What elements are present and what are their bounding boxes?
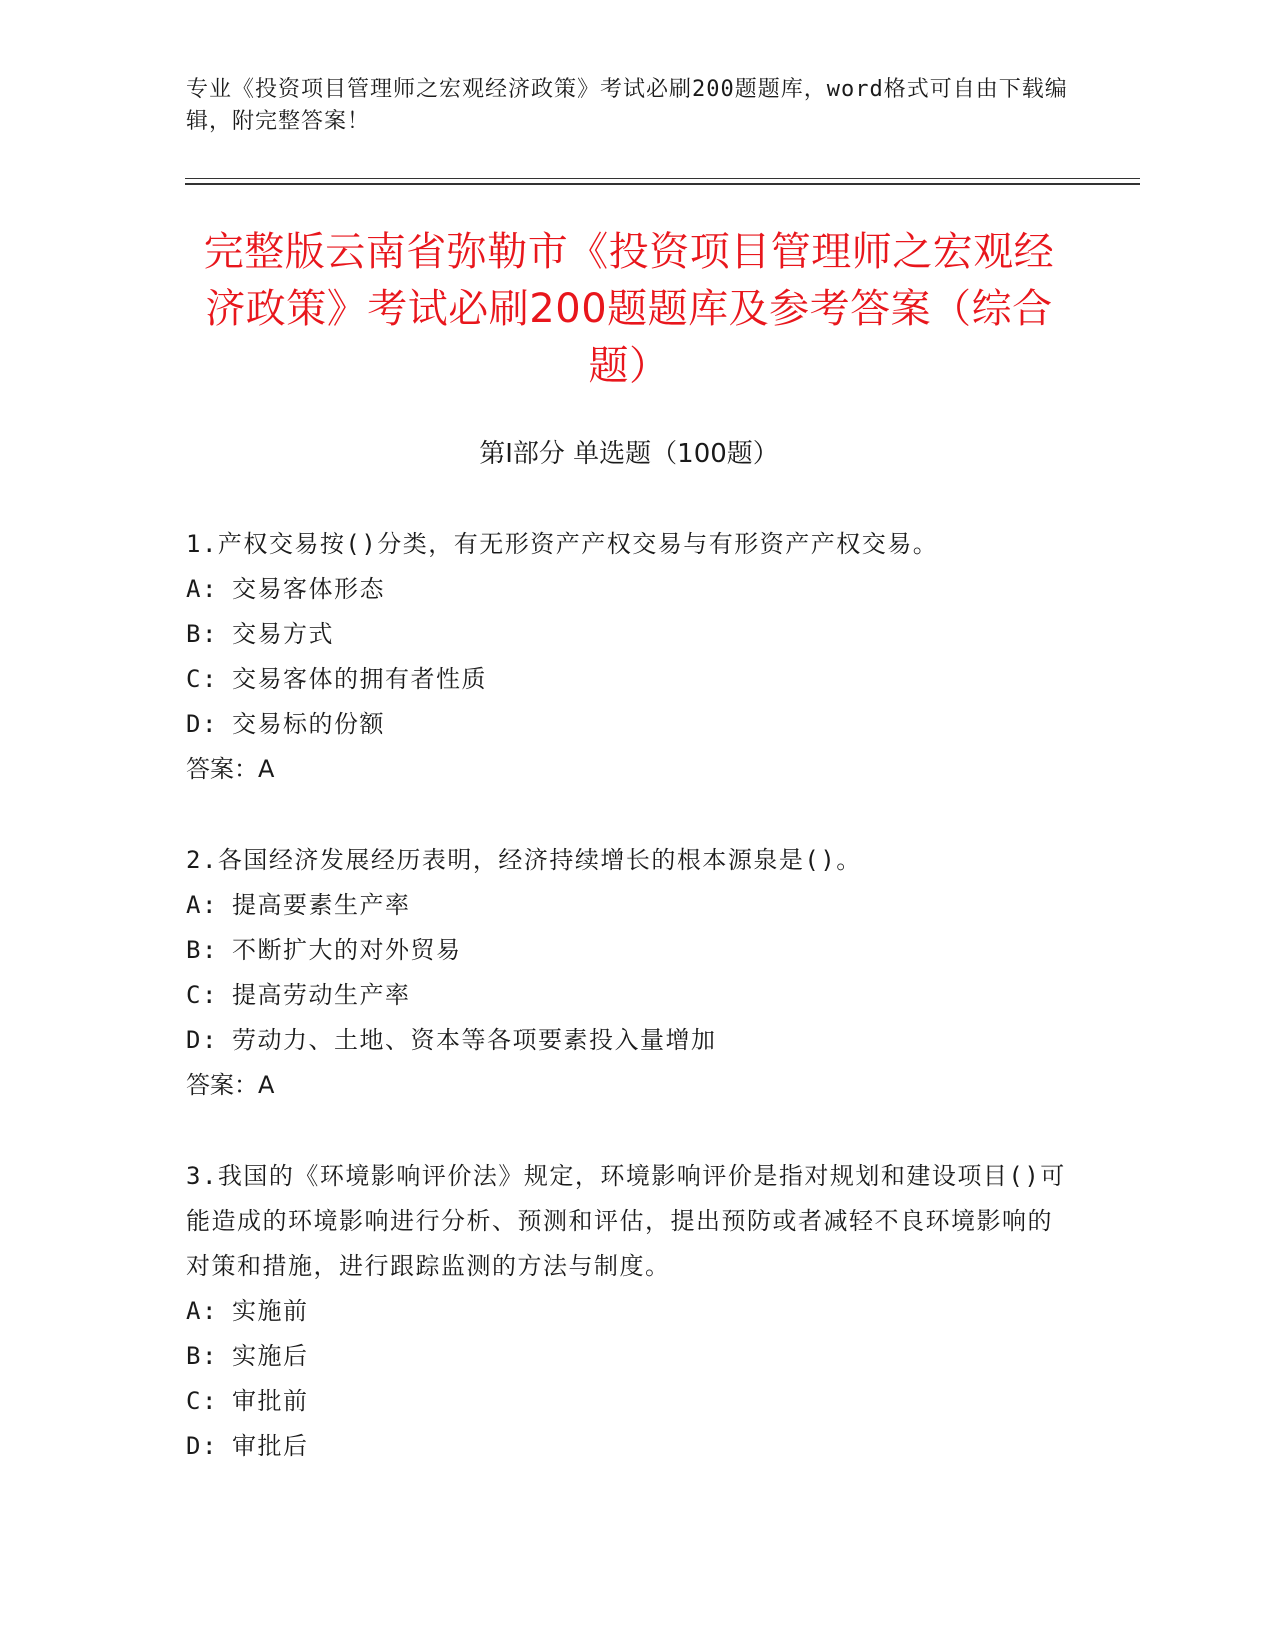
option-d <box>186 702 1066 747</box>
option-d <box>186 1424 1066 1469</box>
option-a <box>186 883 1066 928</box>
option-b <box>186 612 1066 657</box>
question-1 <box>186 522 1066 792</box>
option-b <box>186 928 1066 973</box>
option-text: 交易方式 <box>232 620 334 648</box>
option-key: C: <box>186 1387 218 1415</box>
option-text: 提高要素生产率 <box>232 891 411 919</box>
option-key: A: <box>186 575 218 603</box>
answer-line: 答案：A <box>186 1071 275 1099</box>
document-title: 完整版云南省弥勒市《投资项目管理师之宏观经济政策》考试必刷200题题库及参考答案（综合题） <box>203 229 1055 389</box>
option-text: 实施前 <box>232 1297 309 1325</box>
option-key: D: <box>186 1432 218 1460</box>
option-text: 审批后 <box>232 1432 309 1460</box>
option-key: D: <box>186 1026 218 1054</box>
option-b <box>186 1334 1066 1379</box>
option-key: C: <box>186 981 218 1009</box>
option-key: B: <box>186 936 218 964</box>
option-text: 劳动力、土地、资本等各项要素投入量增加 <box>232 1026 717 1054</box>
option-c <box>186 1379 1066 1424</box>
question-stem: 3.我国的《环境影响评价法》规定，环境影响评价是指对规划和建设项目()可能造成的环境影响进行分析、预测和评估，提出预防或者减轻不良环境影响的对策和措施，进行跟踪监测的方法与制度。 <box>186 1162 1066 1280</box>
header-note: 专业《投资项目管理师之宏观经济政策》考试必刷200题题库，word格式可自由下载编辑，附完整答案！ <box>186 77 1068 134</box>
question-stem: 1.产权交易按()分类，有无形资产产权交易与有形资产产权交易。 <box>186 530 939 558</box>
question-2 <box>186 838 1066 1108</box>
section-title: 第I部分 单选题（100题） <box>479 439 779 469</box>
option-text: 提高劳动生产率 <box>232 981 411 1009</box>
question-stem: 2.各国经济发展经历表明，经济持续增长的根本源泉是()。 <box>186 846 862 874</box>
header-divider-thick <box>185 183 1140 185</box>
option-key: B: <box>186 1342 218 1370</box>
option-a <box>186 1289 1066 1334</box>
header-divider-thin <box>185 178 1140 179</box>
option-a <box>186 567 1066 612</box>
option-text: 交易客体的拥有者性质 <box>232 665 487 693</box>
option-key: B: <box>186 620 218 648</box>
option-c <box>186 973 1066 1018</box>
option-text: 实施后 <box>232 1342 309 1370</box>
option-c <box>186 657 1066 702</box>
option-text: 交易客体形态 <box>232 575 385 603</box>
option-key: D: <box>186 710 218 738</box>
option-d <box>186 1018 1066 1063</box>
option-key: C: <box>186 665 218 693</box>
question-3 <box>186 1154 1066 1469</box>
option-text: 不断扩大的对外贸易 <box>232 936 462 964</box>
option-text: 交易标的份额 <box>232 710 385 738</box>
option-text: 审批前 <box>232 1387 309 1415</box>
option-key: A: <box>186 1297 218 1325</box>
answer-line: 答案：A <box>186 755 275 783</box>
option-key: A: <box>186 891 218 919</box>
